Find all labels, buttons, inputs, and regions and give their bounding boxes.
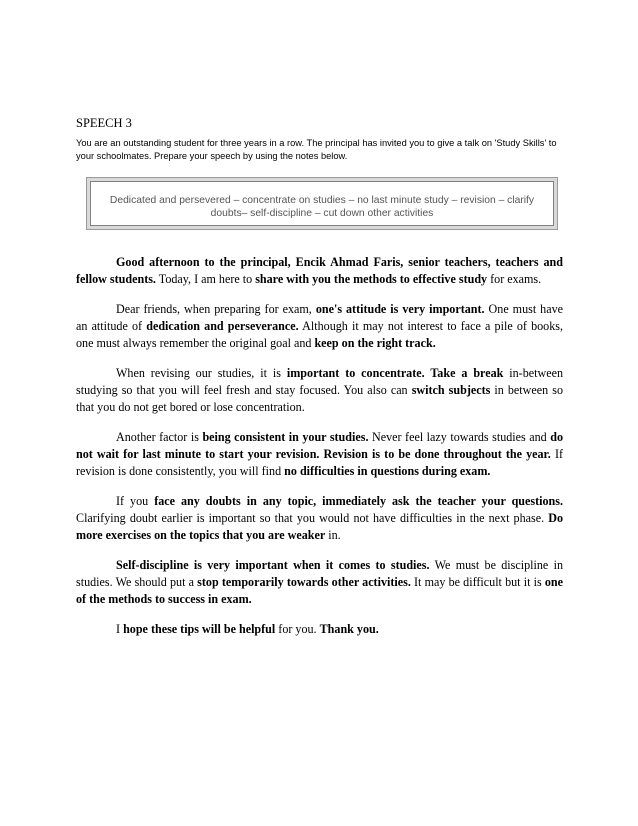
- notes-box: [90, 181, 554, 226]
- bold-phrase: hope these tips will be helpful: [123, 622, 276, 636]
- bold-phrase: share with you the methods to effective study: [255, 272, 488, 286]
- bold-phrase: being consistent in your studies.: [202, 430, 369, 444]
- page-heading: SPEECH 3: [76, 116, 132, 130]
- speech-body: [76, 254, 563, 651]
- bold-phrase: stop temporarily towards other activities.: [197, 575, 411, 589]
- speech-paragraph-closing: [76, 621, 563, 638]
- text-run: in between so that you do not get bored or lose concentration.: [76, 383, 563, 414]
- bold-phrase: Self-discipline is very important when it comes to studies.: [116, 558, 430, 572]
- speech-paragraph-greeting: [76, 254, 563, 288]
- text-run: Dear friends, when preparing for exam,: [116, 302, 316, 316]
- speech-paragraph-consistency: [76, 429, 563, 480]
- text-run: We must be discipline in studies. We should put a: [76, 558, 563, 589]
- task-instructions: You are an outstanding student for three years in a row. The principal has invited you to give a talk on 'Study Skills' to your schoolmates. Prepare your speech by using the notes below.: [76, 138, 557, 161]
- text-run: in.: [325, 528, 341, 542]
- bold-phrase: switch subjects: [411, 383, 491, 397]
- text-run: If revision is done consistently, you will find: [76, 447, 564, 478]
- text-run: Never feel lazy towards studies and: [368, 430, 551, 444]
- bold-phrase: do not wait for last minute to start your revision. Revision is to be done throughout the year.: [76, 430, 563, 461]
- notes-text: [91, 194, 553, 220]
- text-run: Today, I am here to: [155, 272, 256, 286]
- text-run: Although it may not interest to face a pile of books, one must always remember the original goal and: [76, 319, 563, 350]
- bold-phrase: important to concentrate. Take a break: [286, 366, 504, 380]
- bold-phrase: Good afternoon to the principal, Encik Ahmad Faris, senior teachers, teachers and fellow students.: [76, 255, 563, 286]
- text-run: for you.: [275, 622, 320, 636]
- bold-phrase: Thank you.: [319, 622, 379, 636]
- speech-paragraph-discipline: [76, 557, 563, 608]
- text-run: Clarifying doubt earlier is important so that you would not have difficulties in the next phase.: [76, 511, 549, 525]
- text-run: for exams.: [487, 272, 542, 286]
- text-run: I: [116, 622, 124, 636]
- bold-phrase: face any doubts in any topic, immediately ask the teacher your questions.: [154, 494, 563, 508]
- text-run: When revising our studies, it is: [116, 366, 287, 380]
- bold-phrase: keep on the right track.: [314, 336, 436, 350]
- text-run: One must have an attitude of: [76, 302, 563, 333]
- text-run: in-between studying so that you will feel fresh and stay focused. You also can: [76, 366, 564, 397]
- speech-paragraph-concentration: [76, 365, 563, 416]
- bold-phrase: one's attitude is very important.: [315, 302, 485, 316]
- bold-phrase: Do more exercises on the topics that you are weaker: [76, 511, 563, 542]
- notes-line-1: Dedicated and persevered – concentrate on studies – no last minute study – revision – clarify: [109, 195, 535, 206]
- speech-paragraph-attitude: [76, 301, 563, 352]
- text-run: If you: [116, 494, 155, 508]
- bold-phrase: no difficulties in questions during exam.: [284, 464, 491, 478]
- speech-paragraph-doubts: [76, 493, 563, 544]
- text-run: It may be difficult but it is: [410, 575, 545, 589]
- notes-line-2: doubts– self-discipline – cut down other activities: [210, 208, 434, 219]
- text-run: Another factor is: [116, 430, 203, 444]
- bold-phrase: one of the methods to success in exam.: [76, 575, 563, 606]
- bold-phrase: dedication and perseverance.: [146, 319, 299, 333]
